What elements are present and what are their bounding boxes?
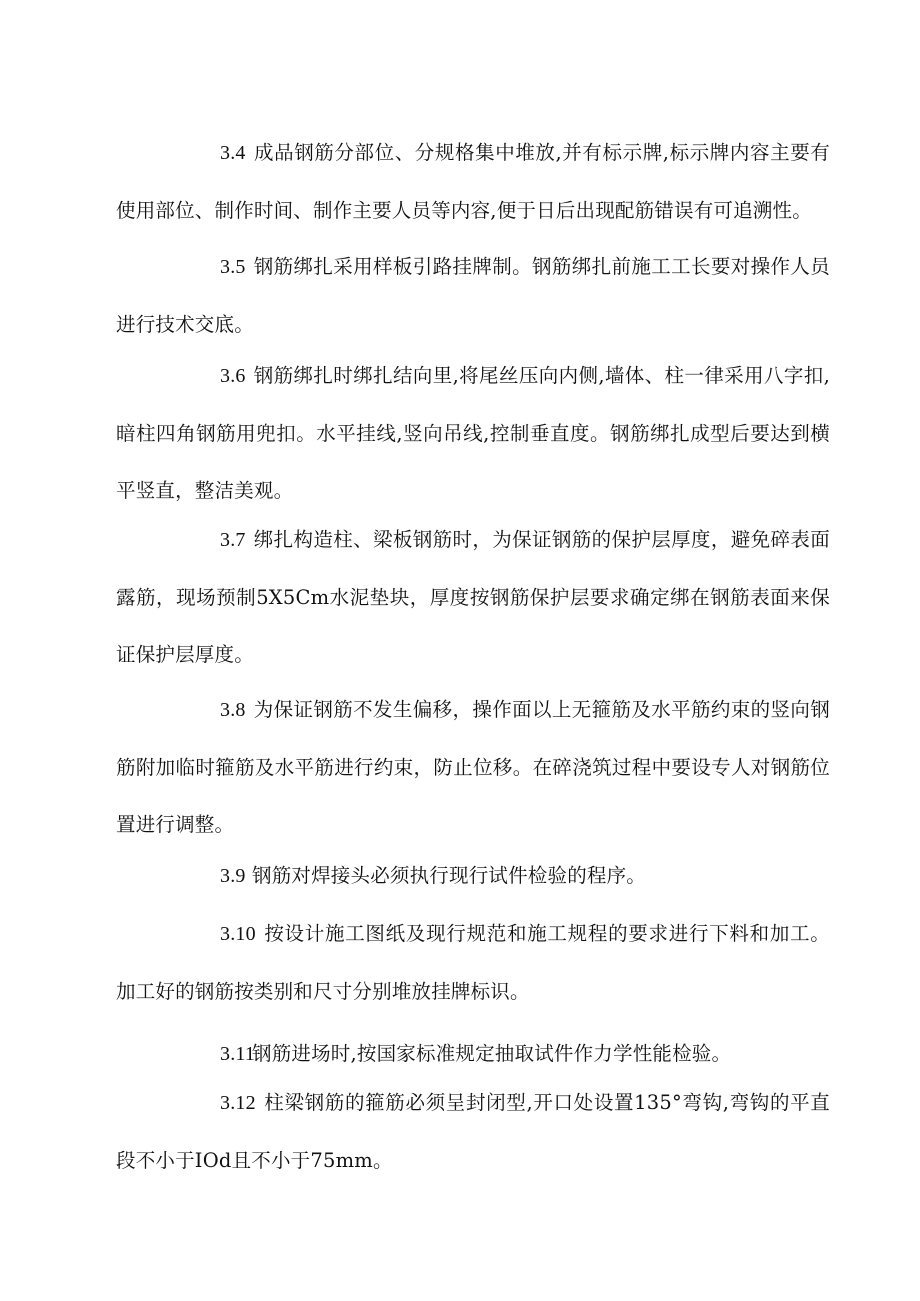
clause-text: 柱梁钢筋的箍筋必须呈封闭型,开口处设置135°弯钩,弯钩的平直段不小于IOd且不小于75mm。 xyxy=(116,1091,830,1172)
clause-number: 3.5 xyxy=(220,256,246,278)
paragraph-3-7 xyxy=(116,511,830,683)
clause-number: 3.12 xyxy=(220,1092,256,1114)
paragraph-3-12 xyxy=(116,1074,830,1189)
paragraph-3-4 xyxy=(116,124,830,239)
paragraph-3-9 xyxy=(116,847,830,905)
paragraph-3-6 xyxy=(116,347,830,519)
paragraph-3-8 xyxy=(116,681,830,853)
clause-text: 钢筋对焊接头必须执行现行试件检验的程序。 xyxy=(252,864,647,887)
paragraph-3-5 xyxy=(116,238,830,353)
clause-text: 成品钢筋分部位、分规格集中堆放,并有标示牌,标示牌内容主要有使用部位、制作时间、制作主要人员等内容,便于日后出现配筋错误有可追溯性。 xyxy=(116,141,830,222)
clause-text: 钢筋绑扎采用样板引路挂牌制。钢筋绑扎前施工工长要对操作人员进行技术交底。 xyxy=(116,255,830,336)
clause-text: 绑扎构造柱、梁板钢筋时，为保证钢筋的保护层厚度，避免碎表面露筋，现场预制5X5Cm水泥垫块，厚度按钢筋保护层要求确定绑在钢筋表面来保证保护层厚度。 xyxy=(116,528,830,666)
clause-number: 3.8 xyxy=(220,699,246,721)
paragraph-3-10 xyxy=(116,905,830,1020)
clause-text: 钢筋绑扎时绑扎结向里,将尾丝压向内侧,墙体、柱一律采用八字扣,暗柱四角钢筋用兜扣。水平挂线,竖向吊线,控制垂直度。钢筋绑扎成型后要达到横平竖直，整洁美观。 xyxy=(116,364,830,502)
clause-number: 3.11 xyxy=(220,1043,256,1065)
clause-number: 3.7 xyxy=(220,529,246,551)
clause-number: 3.6 xyxy=(220,365,246,387)
clause-number: 3.4 xyxy=(220,142,246,164)
clause-number: 3.10 xyxy=(220,923,256,945)
clause-number: 3.9 xyxy=(220,865,246,887)
clause-text: 为保证钢筋不发生偏移，操作面以上无箍筋及水平筋约束的竖向钢筋附加临时箍筋及水平筋进行约束，防止位移。在碎浇筑过程中要设专人对钢筋位置进行调整。 xyxy=(116,698,830,836)
clause-text: 钢筋进场时,按国家标准规定抽取试件作力学性能检验。 xyxy=(252,1042,732,1065)
clause-text: 按设计施工图纸及现行规范和施工规程的要求进行下料和加工。加工好的钢筋按类别和尺寸分别堆放挂牌标识。 xyxy=(116,922,830,1003)
